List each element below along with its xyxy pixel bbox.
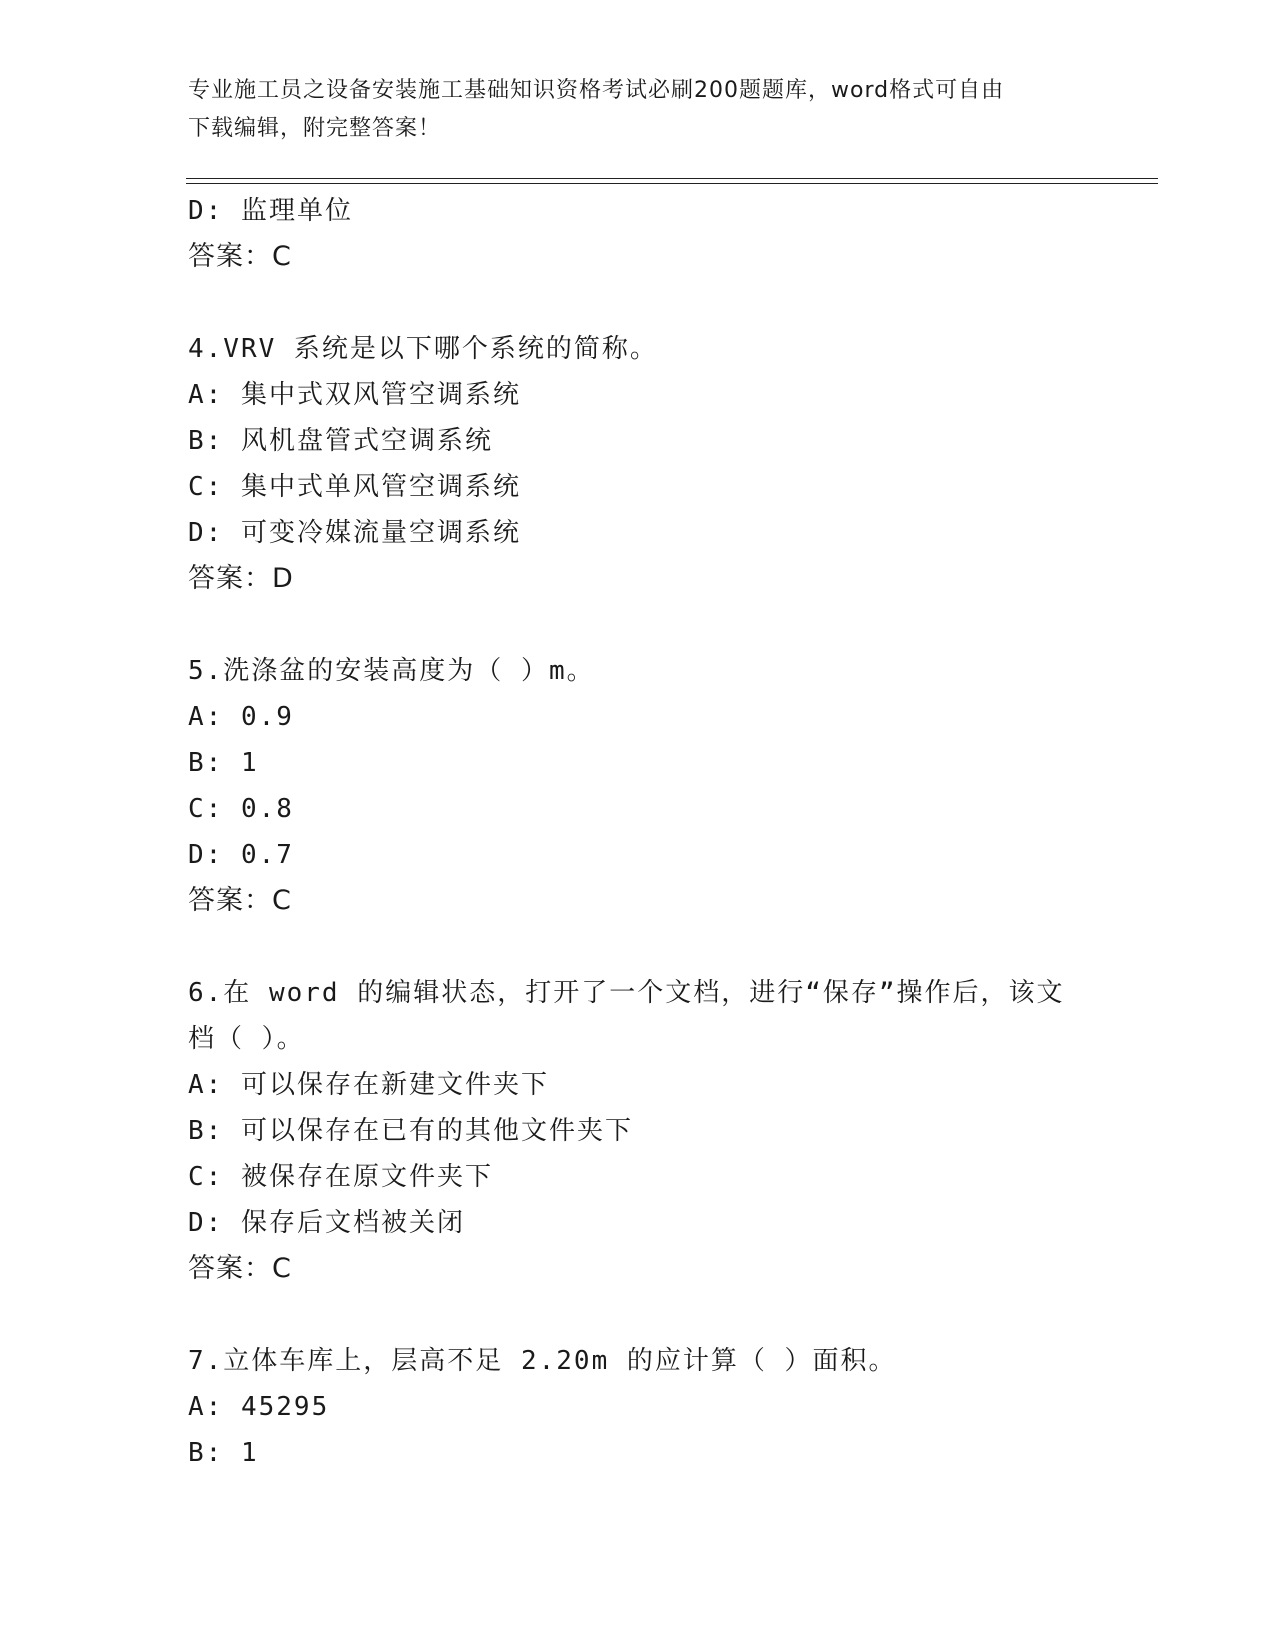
- option-c: C: 集中式单风管空调系统: [188, 472, 521, 502]
- question-stem: 4.VRV 系统是以下哪个系统的简称。: [188, 334, 658, 364]
- answer: 答案：C: [188, 1253, 292, 1284]
- option-a: A: 集中式双风管空调系统: [188, 380, 521, 410]
- option-a: A: 45295: [188, 1392, 330, 1422]
- answer: 答案：C: [188, 885, 292, 916]
- answer: 答案：C: [188, 241, 292, 272]
- option-b: B: 1: [188, 1438, 259, 1468]
- option-d: D: 可变冷媒流量空调系统: [188, 518, 521, 548]
- question-stem: 6.在 word 的编辑状态，打开了一个文档，进行“保存”操作后，该文: [188, 978, 1065, 1008]
- header-line-1: 专业施工员之设备安装施工基础知识资格考试必刷200题题库，word格式可自由: [188, 78, 1005, 103]
- option-b: B: 1: [188, 748, 259, 778]
- header-divider-top: [186, 178, 1158, 179]
- question-stem: 5.洗涤盆的安装高度为（ ）m。: [188, 656, 595, 686]
- question-stem: 7.立体车库上，层高不足 2.20m 的应计算（ ）面积。: [188, 1346, 897, 1376]
- option-a: A: 0.9: [188, 702, 294, 732]
- option-b: B: 可以保存在已有的其他文件夹下: [188, 1116, 633, 1146]
- option-a: A: 可以保存在新建文件夹下: [188, 1070, 549, 1100]
- option-d: D: 保存后文档被关闭: [188, 1208, 465, 1238]
- option-b: B: 风机盘管式空调系统: [188, 426, 493, 456]
- answer: 答案：D: [188, 563, 294, 594]
- question-stem-continued: 档（ ）。: [188, 1024, 305, 1054]
- option-c: C: 0.8: [188, 794, 294, 824]
- document-header: [188, 72, 1088, 148]
- option-c: C: 被保存在原文件夹下: [188, 1162, 493, 1192]
- option-d: D: 监理单位: [188, 196, 353, 226]
- option-d: D: 0.7: [188, 840, 294, 870]
- header-line-2: 下载编辑，附完整答案！: [188, 116, 442, 141]
- header-divider-bottom: [186, 183, 1158, 184]
- question-list: [188, 188, 1088, 1476]
